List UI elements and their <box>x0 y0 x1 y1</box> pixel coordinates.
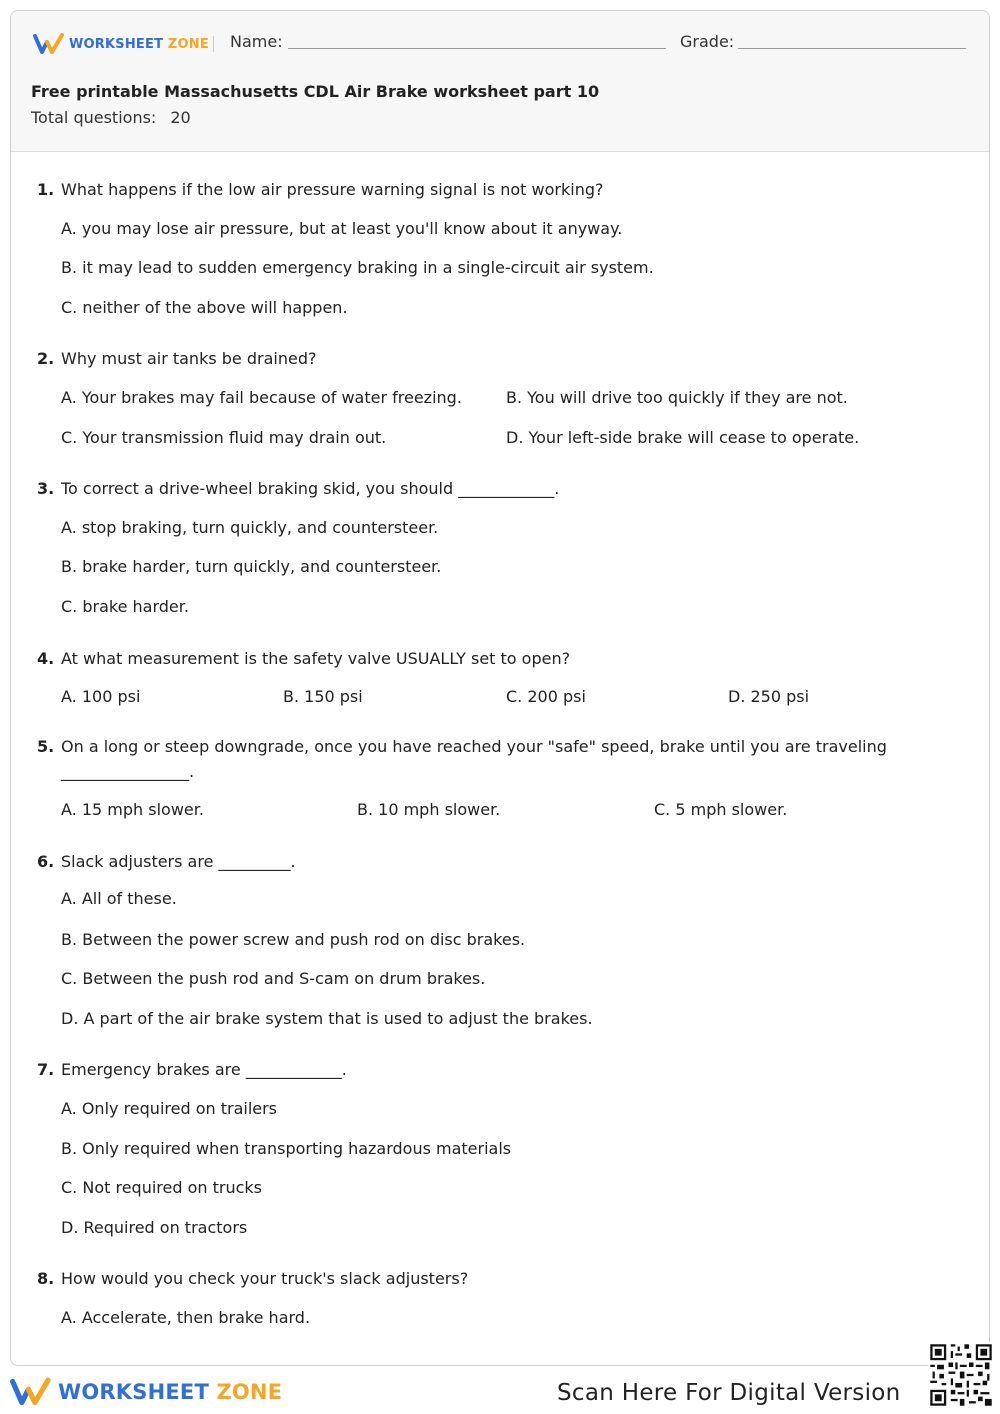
brand-name-part1: WORKSHEET <box>58 1380 209 1404</box>
worksheet-zone-logo-icon <box>33 33 65 55</box>
answer-option[interactable]: B. brake harder, turn quickly, and countersteer. <box>61 557 442 576</box>
worksheet-zone-logo-icon <box>10 1376 52 1408</box>
grade-field[interactable] <box>738 48 966 49</box>
question-text: Slack adjusters are _________. <box>61 852 296 871</box>
answer-option[interactable]: D. Required on tractors <box>61 1218 248 1237</box>
total-questions-label: Total questions: <box>31 108 157 127</box>
name-field[interactable] <box>288 48 666 49</box>
question-text: To correct a drive-wheel braking skid, you should ____________. <box>61 479 560 498</box>
total-questions <box>31 108 191 127</box>
worksheet-header <box>11 11 989 152</box>
answer-option[interactable]: A. Accelerate, then brake hard. <box>61 1308 311 1327</box>
question-number: 4. <box>37 649 55 668</box>
grade-label: Grade: <box>680 32 735 51</box>
scan-here-text: Scan Here For Digital Version <box>557 1380 901 1406</box>
answer-option[interactable]: D. A part of the air brake system that is used to adjust the brakes. <box>61 1009 593 1028</box>
question-number: 7. <box>37 1060 55 1079</box>
answer-option[interactable]: A. 15 mph slower. <box>61 800 204 819</box>
answer-option[interactable]: C. Not required on trucks <box>61 1178 262 1197</box>
question-text: At what measurement is the safety valve USUALLY set to open? <box>61 649 571 668</box>
question-text: How would you check your truck's slack adjusters? <box>61 1269 469 1288</box>
answer-option[interactable]: D. Your left-side brake will cease to operate. <box>506 428 860 447</box>
answer-option[interactable]: B. 150 psi <box>283 687 363 706</box>
answer-option[interactable]: B. it may lead to sudden emergency braking in a single-circuit air system. <box>61 258 654 277</box>
answer-option[interactable]: C. neither of the above will happen. <box>61 298 348 317</box>
answer-option[interactable]: A. 100 psi <box>61 687 141 706</box>
brand-name-part2: ZONE <box>216 1380 283 1404</box>
name-label: Name: <box>230 32 283 51</box>
answer-option[interactable]: A. you may lose air pressure, but at least you'll know about it anyway. <box>61 219 623 238</box>
total-questions-value: 20 <box>170 108 191 127</box>
answer-option[interactable]: C. Between the push rod and S-cam on drum brakes. <box>61 969 486 988</box>
header-divider <box>213 36 214 52</box>
answer-option[interactable]: B. 10 mph slower. <box>357 800 501 819</box>
question-text: On a long or steep downgrade, once you have reached your "safe" speed, brake until you are traveling ________________. <box>61 737 887 781</box>
question-text: Emergency brakes are ____________. <box>61 1060 347 1079</box>
answer-option[interactable]: C. Your transmission fluid may drain out. <box>61 428 387 447</box>
question-number: 6. <box>37 852 55 871</box>
question-number: 5. <box>37 737 55 756</box>
answer-option[interactable]: A. All of these. <box>61 889 177 908</box>
answer-option[interactable]: A. Only required on trailers <box>61 1099 278 1118</box>
answer-option[interactable]: A. Your brakes may fail because of water freezing. <box>61 388 462 407</box>
question-text: Why must air tanks be drained? <box>61 349 317 368</box>
question-number: 3. <box>37 479 55 498</box>
answer-option[interactable]: A. stop braking, turn quickly, and countersteer. <box>61 518 439 537</box>
answer-option[interactable]: C. 5 mph slower. <box>654 800 788 819</box>
footer-logo <box>10 1376 282 1408</box>
question-text: What happens if the low air pressure warning signal is not working? <box>61 180 604 199</box>
worksheet-sheet <box>10 10 990 1366</box>
answer-option[interactable]: C. brake harder. <box>61 597 189 616</box>
brand-name-part2: ZONE <box>167 36 209 52</box>
answer-option[interactable]: B. Only required when transporting hazardous materials <box>61 1139 512 1158</box>
question-number: 8. <box>37 1269 55 1288</box>
question-number: 2. <box>37 349 55 368</box>
header-logo <box>33 33 209 55</box>
worksheet-title: Free printable Massachusetts CDL Air Brake worksheet part 10 <box>31 82 600 101</box>
question-number: 1. <box>37 180 55 199</box>
qr-code-icon[interactable] <box>928 1342 994 1408</box>
answer-option[interactable]: B. Between the power screw and push rod on disc brakes. <box>61 930 526 949</box>
answer-option[interactable]: C. 200 psi <box>506 687 586 706</box>
brand-name-part1: WORKSHEET <box>69 36 164 52</box>
answer-option[interactable]: D. 250 psi <box>728 687 810 706</box>
answer-option[interactable]: B. You will drive too quickly if they are not. <box>506 388 848 407</box>
